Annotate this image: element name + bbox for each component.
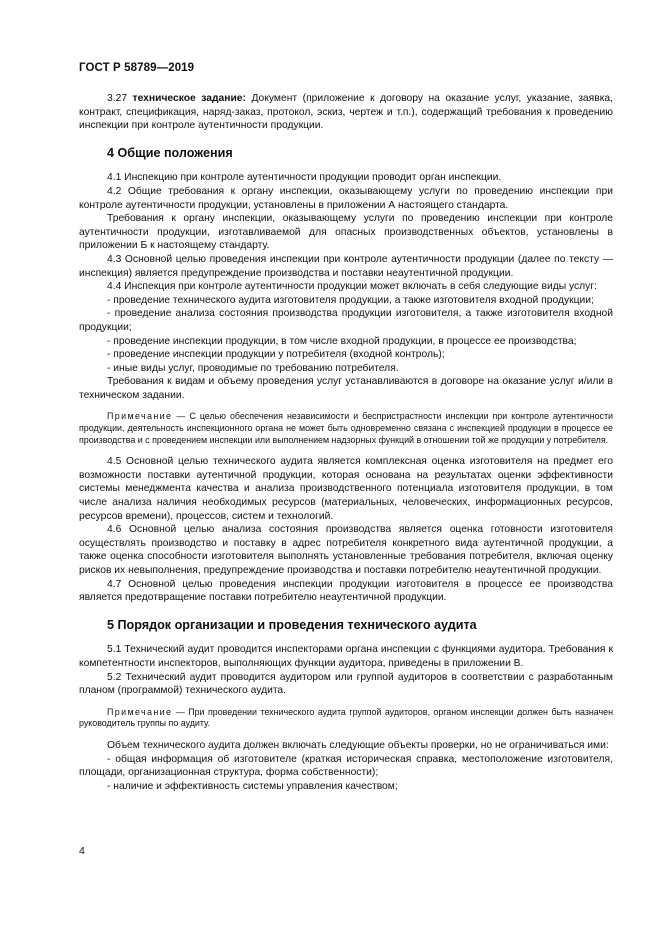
list-item: - наличие и эффективность системы управления качеством; — [107, 780, 398, 792]
note-text: — При проведении технического аудита группой аудиторов, органом инспекции должен быть назначен руководитель группы по аудиту. — [79, 706, 613, 729]
list-item: - иные виды услуг, проводимые по требованию потребителя. — [107, 362, 399, 374]
clause-4-3: 4.3 Основной целью проведения инспекции при контроле аутентичности продукции (далее по тексту — инспекция) является предупреждение производства и поставки неаутентичной продукции. — [79, 253, 613, 279]
defined-term: техническое задание: — [132, 93, 246, 104]
list-item: - проведение инспекции продукции, в том числе входной продукции, в процессе ее производства; — [107, 335, 577, 347]
document-body — [79, 92, 613, 793]
page-number: 4 — [79, 845, 85, 857]
clause-number: 3.27 — [107, 93, 133, 104]
note-label: Примечание — [107, 706, 173, 717]
clause-4-4-continued: Требования к видам и объему проведения услуг устанавливаются в договоре на оказание услуг и/или в техническом задании. — [79, 376, 613, 401]
section-5-heading: 5 Порядок организации и проведения технического аудита — [107, 617, 477, 632]
list-item: - проведение инспекции продукции у потребителя (входной контроль); — [107, 349, 445, 361]
standard-designation: ГОСТ Р 58789—2019 — [79, 62, 195, 74]
list-item: - проведение технического аудита изготовителя продукции, а также изготовителя входной продукции; — [107, 294, 594, 306]
clause-4-5: 4.5 Основной целью технического аудита является комплексная оценка изготовителя на предмет его возможности поставки аутентичной продукции, которая основана на результатах оценки эффективности системы менеджмента качества и анализа производственного потенциала изготовителя продукции, в том числе анализа наличия необходимых ресурсов (материальных, человеческих, информационных ресурсов, ресурсов времени), процессов, систем и технологий. — [79, 456, 613, 522]
clause-4-1: 4.1 Инспекцию при контроле аутентичности продукции проводит орган инспекции. — [107, 172, 502, 184]
note-label: Примечание — [107, 411, 173, 422]
clause-5-1: 5.1 Технический аудит проводится инспекторами органа инспекции с функциями аудитора. Требования к компетентности инспекторов, выполняющих функции аудитора, приведены в приложении В. — [79, 644, 613, 669]
clause-4-4: 4.4 Инспекция при контроле аутентичности продукции может включать в себя следующие виды услуг: — [107, 281, 597, 293]
definition-text: Документ (приложение к договору на оказание услуг, указание, заявка, контракт, спецификация, наряд-заказ, протокол, эскиз, чертеж и т.п.), содержащий требования к проведению инспекции при контроле аутентичности продукции. — [79, 93, 614, 132]
section-4-heading: 4 Общие положения — [107, 145, 233, 160]
definition-3-27 — [79, 92, 613, 133]
clause-4-7: 4.7 Основной целью проведения инспекции продукции изготовителя в процессе ее производства является предотвращение поставки потребителю неаутентичной продукции. — [79, 578, 613, 604]
list-item: - проведение анализа состояния производства продукции изготовителя, а также изготовителя входной продукции; — [79, 308, 613, 333]
clause-4-2-continued: Требования к органу инспекции, оказывающему услуги по проведению инспекции при контроле аутентичности продукции, изготавливаемой для опасных производственных объектов, установлены в приложении Б к настоящему стандарту. — [79, 213, 613, 252]
note-section-4 — [79, 411, 613, 446]
clause-4-2: 4.2 Общие требования к органу инспекции, оказывающему услуги по проведению инспекции при контроле аутентичности продукции, установлены в приложении А настоящего стандарта. — [79, 185, 613, 211]
note-section-5 — [79, 707, 613, 730]
list-item: - общая информация об изготовителе (краткая историческая справка, местоположение изготовителя, площади, организационная структура, форма собственности); — [79, 753, 613, 779]
clause-4-6: 4.6 Основной целью анализа состояния производства является оценка готовности изготовителя осуществлять производство и поставку в адрес потребителя конкретного вида аутентичной продукции, а также оценка способности изготовителя выполнять установленные требования потребителя, включая оценку рисков их невыполнения, предупреждение производства и поставки потребителю неаутентичной продукции. — [79, 524, 613, 576]
note-text: — С целью обеспечения независимости и беспристрастности инспекции при контроле аутентичности продукции, деятельность инспекционного органа не может быть одновременно связана с инспекцией продукции в процессе ее производства и с проведением инспекции или выполнением надзорных функций в отношении той же продукции у потребителя. — [79, 411, 613, 445]
clause-5-2-scope: Объем технического аудита должен включать следующие объекты проверки, но не ограничиваться ими: — [107, 739, 609, 751]
clause-5-2: 5.2 Технический аудит проводится аудитором или группой аудиторов в соответствии с разработанным планом (программой) технического аудита. — [79, 671, 613, 697]
